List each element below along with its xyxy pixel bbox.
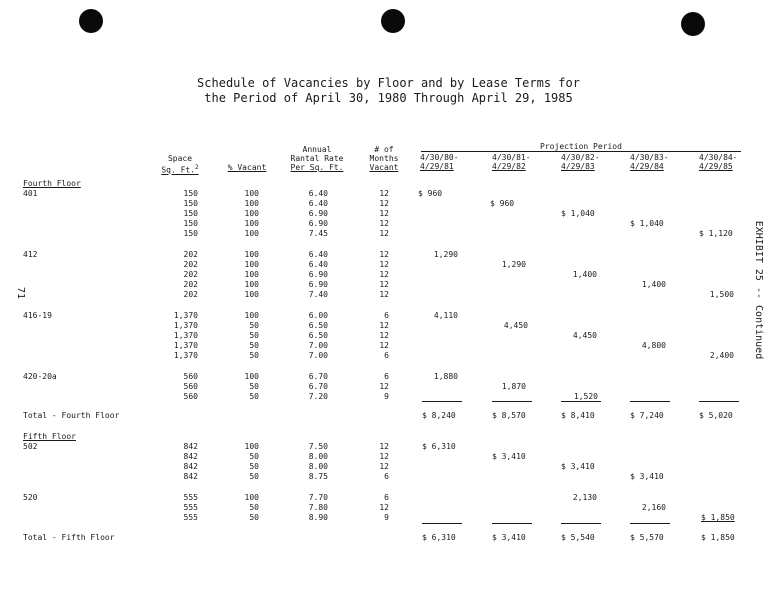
period-cell: $ 3,410 [561, 462, 595, 471]
period-cell: 4,800 [641, 341, 666, 350]
months-cell: 12 [379, 290, 389, 299]
rate-cell: 6.00 [308, 311, 328, 320]
space-cell: 555 [183, 513, 198, 522]
table-row [0, 260, 777, 270]
months-cell: 12 [379, 260, 389, 269]
rate-cell: 6.40 [308, 199, 328, 208]
months-cell: 12 [379, 189, 389, 198]
period-cell: $ 3,410 [630, 472, 664, 481]
header-period-5: 4/30/84- 4/29/85 [699, 153, 738, 171]
months-cell: 12 [379, 503, 389, 512]
table-row [0, 462, 777, 472]
period-cell: $ 1,850 [701, 513, 735, 522]
total-cell: $ 5,570 [630, 533, 664, 542]
header-space: Space Sq. Ft.$^2$ [161, 154, 199, 175]
period-cell: $ 1,040 [561, 209, 595, 218]
period-cell: $ 3,410 [492, 452, 526, 461]
header-vacant: % Vacant [227, 163, 267, 172]
space-cell: 1,370 [173, 311, 198, 320]
months-cell: 9 [384, 513, 389, 522]
space-cell: 842 [183, 472, 198, 481]
rate-cell: 6.50 [308, 321, 328, 330]
rate-cell: 6.90 [308, 270, 328, 279]
rate-cell: 6.90 [308, 280, 328, 289]
table-row [0, 250, 777, 260]
period-cell: 4,450 [503, 321, 528, 330]
vacant-cell: 50 [249, 503, 259, 512]
months-cell: 6 [384, 311, 389, 320]
subtotal-rule [561, 401, 601, 402]
table-row [0, 351, 777, 361]
rate-cell: 6.90 [308, 209, 328, 218]
space-cell: 1,370 [173, 351, 198, 360]
months-cell: 12 [379, 199, 389, 208]
rate-cell: 7.50 [308, 442, 328, 451]
vacant-cell: 50 [249, 351, 259, 360]
space-cell: 202 [183, 260, 198, 269]
subtotal-rule [492, 523, 532, 524]
space-cell: 150 [183, 189, 198, 198]
total-cell: $ 5,020 [699, 411, 733, 420]
table-row [0, 372, 777, 382]
rate-cell: 7.80 [308, 503, 328, 512]
footnote-marker: 2 [195, 164, 199, 171]
vacant-cell: 100 [244, 290, 259, 299]
page-number: 71 [15, 286, 27, 300]
total-cell: $ 7,240 [630, 411, 664, 420]
table-row [0, 229, 777, 239]
vacant-cell: 50 [249, 472, 259, 481]
subtotal-rule [630, 401, 670, 402]
space-cell: 842 [183, 442, 198, 451]
space-cell: 202 [183, 290, 198, 299]
table-row [0, 513, 777, 523]
unit-cell: 520 [23, 493, 38, 502]
months-cell: 12 [379, 341, 389, 350]
months-cell: 12 [379, 270, 389, 279]
period-cell: 2,160 [641, 503, 666, 512]
vacant-cell: 100 [244, 372, 259, 381]
period-cell: $ 960 [418, 189, 443, 198]
space-cell: 150 [183, 219, 198, 228]
period-cell: 1,500 [709, 290, 734, 299]
unit-cell: 401 [23, 189, 38, 198]
rate-cell: 8.00 [308, 462, 328, 471]
section-fourth-floor: Fourth Floor [23, 179, 81, 188]
months-cell: 9 [384, 392, 389, 401]
space-cell: 202 [183, 280, 198, 289]
rate-cell: 6.40 [308, 260, 328, 269]
header-months: # of Months Vacant [369, 145, 399, 172]
space-cell: 842 [183, 462, 198, 471]
header-period-2: 4/30/81- 4/29/82 [492, 153, 531, 171]
space-cell: 560 [183, 372, 198, 381]
total-row [0, 533, 777, 543]
space-cell: 150 [183, 229, 198, 238]
period-cell: 1,870 [501, 382, 526, 391]
period-cell: $ 1,040 [630, 219, 664, 228]
unit-cell: 502 [23, 442, 38, 451]
rate-cell: 7.40 [308, 290, 328, 299]
header-period-1: 4/30/80- 4/29/81 [420, 153, 459, 171]
table-row [0, 503, 777, 513]
period-cell: 1,520 [573, 392, 598, 401]
vacant-cell: 50 [249, 462, 259, 471]
vacant-cell: 100 [244, 209, 259, 218]
rate-cell: 8.75 [308, 472, 328, 481]
vacant-cell: 50 [249, 452, 259, 461]
unit-cell: 416-19 [23, 311, 52, 320]
vacant-cell: 100 [244, 270, 259, 279]
vacant-cell: 100 [244, 260, 259, 269]
vacant-cell: 100 [244, 229, 259, 238]
header-period-3: 4/30/82- 4/29/83 [561, 153, 600, 171]
space-cell: 202 [183, 270, 198, 279]
months-cell: 12 [379, 452, 389, 461]
period-cell: 1,400 [572, 270, 597, 279]
table-row [0, 199, 777, 209]
period-cell: 4,110 [433, 311, 458, 320]
unit-cell: 412 [23, 250, 38, 259]
months-cell: 12 [379, 331, 389, 340]
total-cell: $ 1,850 [701, 533, 735, 542]
months-cell: 12 [379, 462, 389, 471]
table-row [0, 189, 777, 199]
header-period-4: 4/30/83- 4/29/84 [630, 153, 669, 171]
rate-cell: 8.00 [308, 452, 328, 461]
period-cell: 1,290 [433, 250, 458, 259]
total-cell: $ 5,540 [561, 533, 595, 542]
vacant-cell: 100 [244, 280, 259, 289]
rate-cell: 7.00 [308, 351, 328, 360]
months-cell: 12 [379, 250, 389, 259]
vacant-cell: 50 [249, 382, 259, 391]
months-cell: 12 [379, 209, 389, 218]
total-label: Total - Fourth Floor [23, 411, 120, 420]
vacant-cell: 100 [244, 493, 259, 502]
space-cell: 1,370 [173, 331, 198, 340]
rate-cell: 8.90 [308, 513, 328, 522]
total-cell: $ 8,240 [422, 411, 456, 420]
subtotal-rule [422, 523, 462, 524]
total-cell: $ 8,570 [492, 411, 526, 420]
period-cell: 4,450 [572, 331, 597, 340]
rate-cell: 6.40 [308, 189, 328, 198]
vacant-cell: 100 [244, 442, 259, 451]
table-row [0, 219, 777, 229]
table-row [0, 382, 777, 392]
months-cell: 12 [379, 229, 389, 238]
period-cell: 1,880 [433, 372, 458, 381]
vacant-cell: 100 [244, 250, 259, 259]
section-fifth-floor: Fifth Floor [23, 432, 76, 441]
months-cell: 6 [384, 472, 389, 481]
table-row [0, 311, 777, 321]
months-cell: 12 [379, 442, 389, 451]
months-cell: 6 [384, 372, 389, 381]
space-cell: 560 [183, 392, 198, 401]
rate-cell: 6.90 [308, 219, 328, 228]
subtotal-rule [422, 401, 462, 402]
punch-hole-right [681, 12, 705, 36]
total-label: Total - Fifth Floor [23, 533, 115, 542]
table-row [0, 280, 777, 290]
title-line-2: the Period of April 30, 1980 Through April 29, 1985 [204, 91, 573, 105]
vacant-cell: 50 [249, 321, 259, 330]
vacant-cell: 100 [244, 219, 259, 228]
period-cell: $ 6,310 [422, 442, 456, 451]
total-cell: $ 3,410 [492, 533, 526, 542]
months-cell: 12 [379, 321, 389, 330]
unit-cell: 420-20a [23, 372, 57, 381]
table-row [0, 290, 777, 300]
rate-cell: 7.45 [308, 229, 328, 238]
rate-cell: 6.40 [308, 250, 328, 259]
title-line-1: Schedule of Vacancies by Floor and by Lease Terms for [197, 76, 580, 90]
vacant-cell: 50 [249, 513, 259, 522]
subtotal-rule [561, 523, 601, 524]
space-cell: 150 [183, 199, 198, 208]
rate-cell: 7.70 [308, 493, 328, 502]
rate-cell: 6.70 [308, 382, 328, 391]
space-cell: 555 [183, 493, 198, 502]
header-rate: Annual Rantal Rate Per Sq. Ft. [290, 145, 344, 172]
total-row [0, 411, 777, 421]
punch-hole-left [79, 9, 103, 33]
table-row [0, 321, 777, 331]
space-cell: 555 [183, 503, 198, 512]
total-cell: $ 6,310 [422, 533, 456, 542]
vacant-cell: 50 [249, 392, 259, 401]
total-cell: $ 8,410 [561, 411, 595, 420]
period-cell: 2,130 [572, 493, 597, 502]
vacant-cell: 100 [244, 199, 259, 208]
months-cell: 12 [379, 382, 389, 391]
rate-cell: 6.50 [308, 331, 328, 340]
space-cell: 560 [183, 382, 198, 391]
period-cell: $ 1,120 [699, 229, 733, 238]
table-row [0, 493, 777, 503]
vacant-cell: 100 [244, 189, 259, 198]
space-cell: 1,370 [173, 321, 198, 330]
projection-rule [421, 151, 741, 152]
punch-hole-center [381, 9, 405, 33]
months-cell: 6 [384, 351, 389, 360]
table-row [0, 452, 777, 462]
period-cell: $ 960 [490, 199, 515, 208]
table-row [0, 270, 777, 280]
subtotal-rule [492, 401, 532, 402]
period-cell: 2,400 [709, 351, 734, 360]
table-row [0, 472, 777, 482]
space-cell: 1,370 [173, 341, 198, 350]
space-cell: 150 [183, 209, 198, 218]
vacant-cell: 50 [249, 331, 259, 340]
period-cell: 1,400 [641, 280, 666, 289]
space-cell: 842 [183, 452, 198, 461]
rate-cell: 7.20 [308, 392, 328, 401]
table-row [0, 209, 777, 219]
months-cell: 12 [379, 219, 389, 228]
header-projection-period: Projection Period [540, 142, 622, 151]
subtotal-rule [630, 523, 670, 524]
rate-cell: 7.00 [308, 341, 328, 350]
vacant-cell: 50 [249, 341, 259, 350]
vacant-cell: 100 [244, 311, 259, 320]
months-cell: 12 [379, 280, 389, 289]
months-cell: 6 [384, 493, 389, 502]
rate-cell: 6.70 [308, 372, 328, 381]
subtotal-rule [699, 401, 739, 402]
period-cell: 1,290 [501, 260, 526, 269]
exhibit-label: EXHIBIT 25 -- Continued [753, 220, 764, 360]
space-cell: 202 [183, 250, 198, 259]
table-row [0, 442, 777, 452]
table-row [0, 331, 777, 341]
table-row [0, 341, 777, 351]
